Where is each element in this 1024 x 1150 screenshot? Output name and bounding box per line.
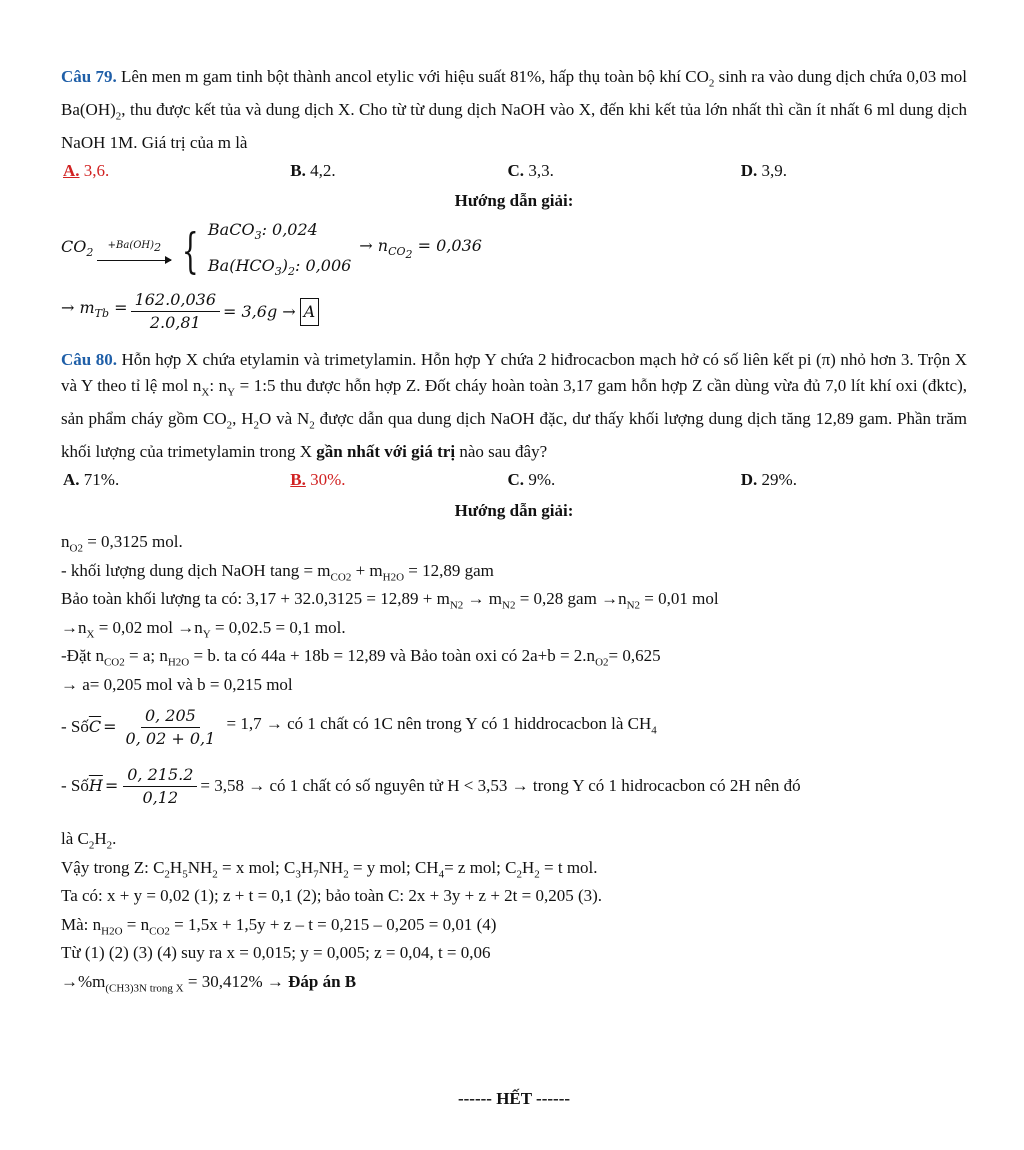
- q79-number: Câu 79.: [61, 67, 117, 86]
- q79-option-d: D. 3,9.: [740, 161, 788, 181]
- sol-line-7: - Số $\overline{C}$ = $\frac{0, 205}{0, 02 + 0,1}$ = 1,7 → có 1 chất có 1C nên trong Y có 1 hiddrocacbon là $CH_4$: [61, 705, 657, 748]
- q79-solution-reaction: $CO_2$ $+Ba(OH)_2$ { BaCO$_3$: 0,024 $Ba(HCO_3)_2$: 0,006 → $n_{CO_2} = 0,036$: [61, 219, 482, 279]
- final-answer: Đáp án B: [288, 971, 357, 991]
- q80-stem: Câu 80. Hỗn hợp X chứa etylamin và trimetylamin. Hỗn hợp Y chứa 2 hiđrocacbon mạch hở có số liên kết pi (π) nhỏ hơn 3. Trộn X và Y theo tỉ lệ mol $n_X$: $n_Y$ = 1:5 thu được hỗn hợp Z. Đốt cháy hoàn toàn 3,17 gam hỗn hợp Z cần dùng vừa đủ 7,0 lít khí oxi (đktc), sản phẩm cháy gồm $CO_2$, $H_2O$ và $N_2$ được dẫn qua dung dịch NaOH đặc, dư thấy khối lượng dung dịch tăng 12,89 gam. Phần trăm khối lượng của trimetylamin trong X gần nhất với giá trị nào sau đây?: [61, 349, 968, 462]
- q80-number: Câu 80.: [61, 349, 117, 369]
- document-page: [61, 64, 968, 1108]
- q80-guide-heading: Hướng dẫn giải:: [454, 500, 574, 520]
- sol-line-4: $\to n_X = 0,02$ mol $\to n_Y = 0,02.5 = 0,1$ mol.: [61, 617, 346, 640]
- sol-line-3: Bảo toàn khối lượng ta có: $3,17 + 32.0,3125 = 12,89 + m_{N2} \to m_{N2} = 0,28$ gam $\to n_{N2} = 0,01$ mol: [61, 589, 719, 612]
- q80-option-c: C. 9%.: [507, 470, 556, 490]
- sol-line-5: -Đặt $n_{CO2} = a$; $n_{H2O} = b$. ta có 44a + 18b = 12,89 và Bảo toàn oxi có $2a+b = 2.n_{O2}= 0,625$: [61, 646, 661, 669]
- q79-stem: Câu 79. Lên men m gam tinh bột thành ancol etylic với hiệu suất 81%, hấp thụ toàn bộ khí $CO_2$ sinh ra vào dung dịch chứa 0,03 mol $Ba(OH)_2$, thu được kết tủa và dung dịch X. Cho từ từ dung dịch NaOH vào X, đến khi kết tủa lớn nhất thì cần ít nhất 6 ml dung dịch NaOH 1M. Giá trị của m là: [61, 67, 968, 152]
- q79-option-b: B. 4,2.: [290, 161, 336, 181]
- q79-options: [61, 156, 967, 186]
- q79-option-c: C. 3,3.: [507, 161, 554, 181]
- q80-options: [61, 466, 967, 496]
- q80-option-d: D. 29%.: [740, 470, 797, 490]
- end-marker: ------ HẾT ------: [457, 1089, 571, 1108]
- sol-line-11: Ta có: x + y = 0,02 (1); z + t = 0,1 (2); bảo toàn C: 2x + 3y + z + 2t = 0,205 (3).: [61, 886, 603, 906]
- sol-line-12: Mà: $n_{H2O} = n_{CO2} = 1,5x + 1,5y + z - t = 0,215 - 0,205 = 0,01$ (4): [61, 914, 497, 937]
- q80-solution: [61, 528, 967, 996]
- q80-option-b: B. 30%.: [290, 470, 346, 490]
- q79-answer-box: A: [300, 298, 320, 327]
- sol-line-13: Từ (1) (2) (3) (4) suy ra x = 0,015; y = 0,005; z = 0,04, t = 0,06: [61, 943, 491, 963]
- q79-solution-mass: → $m_{Tb}$ = $\frac{162.0,036}{2.0,81}$ = 3,6g → A: [61, 283, 967, 341]
- sol-line-10: Vậy trong Z: $C_2H_5NH_2 = x$ mol; $C_3H_7NH_2 = y$ mol; $CH_4= z$ mol; $C_2H_2 = t$ mol.: [61, 857, 598, 880]
- q79-option-a: A. 3,6.: [63, 161, 110, 181]
- sol-line-1: $n_{O2} = 0,3125$ mol.: [61, 532, 183, 555]
- sol-line-2: - khối lượng dung dịch NaOH $\tan g = m_{CO2} + m_{H2O} = 12,89$ gam: [61, 560, 494, 583]
- sol-line-14: $\to\%m_{(CH3)3N trong X} = 30,412\%$ → Đáp án B: [61, 971, 357, 994]
- q80-option-a: A. 71%.: [63, 470, 120, 490]
- sol-line-9: là $C_2H_2$.: [61, 829, 117, 852]
- sol-line-8: - Số $\overline{H}$ = $\frac{0, 215.2}{0,12}$ = 3,58 → có 1 chất có số nguyên tử H < 3,53 → trong Y có 1 hidrocacbon có 2H nên đó: [61, 764, 801, 807]
- sol-line-6: → a= 0,205 mol và b = 0,215 mol: [61, 674, 293, 694]
- q79-guide-heading: Hướng dẫn giải:: [454, 191, 574, 211]
